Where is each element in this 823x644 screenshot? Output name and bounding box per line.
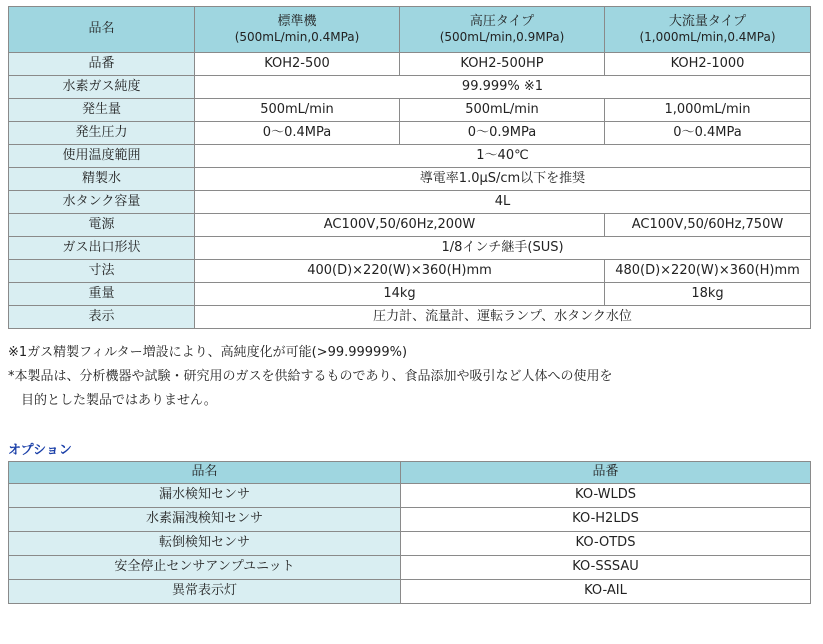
- option-part: KO-AIL: [401, 580, 811, 604]
- large-flow-name: 大流量タイプ: [668, 13, 747, 29]
- temp-value: 1〜40℃: [195, 145, 811, 168]
- row-temp: [9, 145, 811, 168]
- option-part: KO-H2LDS: [401, 508, 811, 532]
- header-large-flow: [605, 7, 811, 53]
- option-part: KO-OTDS: [401, 532, 811, 556]
- row-output: [9, 99, 811, 122]
- label-outlet: ガス出口形状: [9, 237, 195, 260]
- water-value: 導電率1.0μS/cm以下を推奨: [195, 168, 811, 191]
- row-weight: [9, 283, 811, 306]
- row-power: [9, 214, 811, 237]
- output-standard: 500mL/min: [195, 99, 400, 122]
- row-pressure: [9, 122, 811, 145]
- pressure-standard: 0〜0.4MPa: [195, 122, 400, 145]
- row-display: [9, 306, 811, 329]
- high-pressure-name: 高圧タイプ: [469, 13, 535, 29]
- standard-name: 標準機: [277, 13, 317, 29]
- option-name: 水素漏洩検知センサ: [9, 508, 401, 532]
- output-high-pressure: 500mL/min: [400, 99, 605, 122]
- option-name: 異常表示灯: [9, 580, 401, 604]
- option-name: 安全停止センサアンプユニット: [9, 556, 401, 580]
- note-purity: ※1ガス精製フィルター増設により、高純度化が可能(>99.99999%): [8, 345, 408, 360]
- option-name: 漏水検知センサ: [9, 484, 401, 508]
- label-size: 寸法: [9, 260, 195, 283]
- header-standard: [195, 7, 400, 53]
- notes: [8, 341, 808, 413]
- label-weight: 重量: [9, 283, 195, 306]
- tank-value: 4L: [195, 191, 811, 214]
- option-part: KO-SSSAU: [401, 556, 811, 580]
- size-standard-high: 400(D)×220(W)×360(H)mm: [195, 260, 605, 283]
- spec-table: [8, 6, 811, 329]
- option-row: [9, 556, 811, 580]
- row-outlet: [9, 237, 811, 260]
- header-item: 品名: [9, 7, 195, 53]
- options-header-part: 品番: [401, 462, 811, 484]
- label-pressure: 発生圧力: [9, 122, 195, 145]
- label-display: 表示: [9, 306, 195, 329]
- options-header-name: 品名: [9, 462, 401, 484]
- weight-large-flow: 18kg: [605, 283, 811, 306]
- header-high-pressure: [400, 7, 605, 53]
- option-row: [9, 532, 811, 556]
- power-standard-high: AC100V,50/60Hz,200W: [195, 214, 605, 237]
- pressure-large-flow: 0〜0.4MPa: [605, 122, 811, 145]
- option-row: [9, 484, 811, 508]
- options-title: オプション: [8, 443, 72, 458]
- label-water: 精製水: [9, 168, 195, 191]
- label-power: 電源: [9, 214, 195, 237]
- note-usage-cont: 目的とした製品ではありません。: [8, 393, 217, 408]
- high-pressure-spec: (500mL/min,0.9MPa): [439, 30, 565, 45]
- row-size: [9, 260, 811, 283]
- weight-standard-high: 14kg: [195, 283, 605, 306]
- standard-spec: (500mL/min,0.4MPa): [234, 30, 360, 45]
- spec-header-row: [9, 7, 811, 53]
- label-output: 発生量: [9, 99, 195, 122]
- row-part-no: [9, 53, 811, 76]
- option-name: 転倒検知センサ: [9, 532, 401, 556]
- power-large-flow: AC100V,50/60Hz,750W: [605, 214, 811, 237]
- label-purity: 水素ガス純度: [9, 76, 195, 99]
- output-large-flow: 1,000mL/min: [605, 99, 811, 122]
- label-part-no: 品番: [9, 53, 195, 76]
- size-large-flow: 480(D)×220(W)×360(H)mm: [605, 260, 811, 283]
- options-header-row: [9, 462, 811, 484]
- options-table: [8, 461, 811, 604]
- option-row: [9, 580, 811, 604]
- part-no-standard: KOH2-500: [195, 53, 400, 76]
- large-flow-spec: (1,000mL/min,0.4MPa): [639, 30, 776, 45]
- display-value: 圧力計、流量計、運転ランプ、水タンク水位: [195, 306, 811, 329]
- option-part: KO-WLDS: [401, 484, 811, 508]
- note-usage: *本製品は、分析機器や試験・研究用のガスを供給するものであり、食品添加や吸引など人体への使用を: [8, 369, 613, 384]
- purity-value: 99.999% ※1: [195, 76, 811, 99]
- label-tank: 水タンク容量: [9, 191, 195, 214]
- part-no-large-flow: KOH2-1000: [605, 53, 811, 76]
- label-temp: 使用温度範囲: [9, 145, 195, 168]
- row-tank: [9, 191, 811, 214]
- option-row: [9, 508, 811, 532]
- part-no-high-pressure: KOH2-500HP: [400, 53, 605, 76]
- outlet-value: 1/8インチ継手(SUS): [195, 237, 811, 260]
- row-purity: [9, 76, 811, 99]
- pressure-high-pressure: 0〜0.9MPa: [400, 122, 605, 145]
- row-water: [9, 168, 811, 191]
